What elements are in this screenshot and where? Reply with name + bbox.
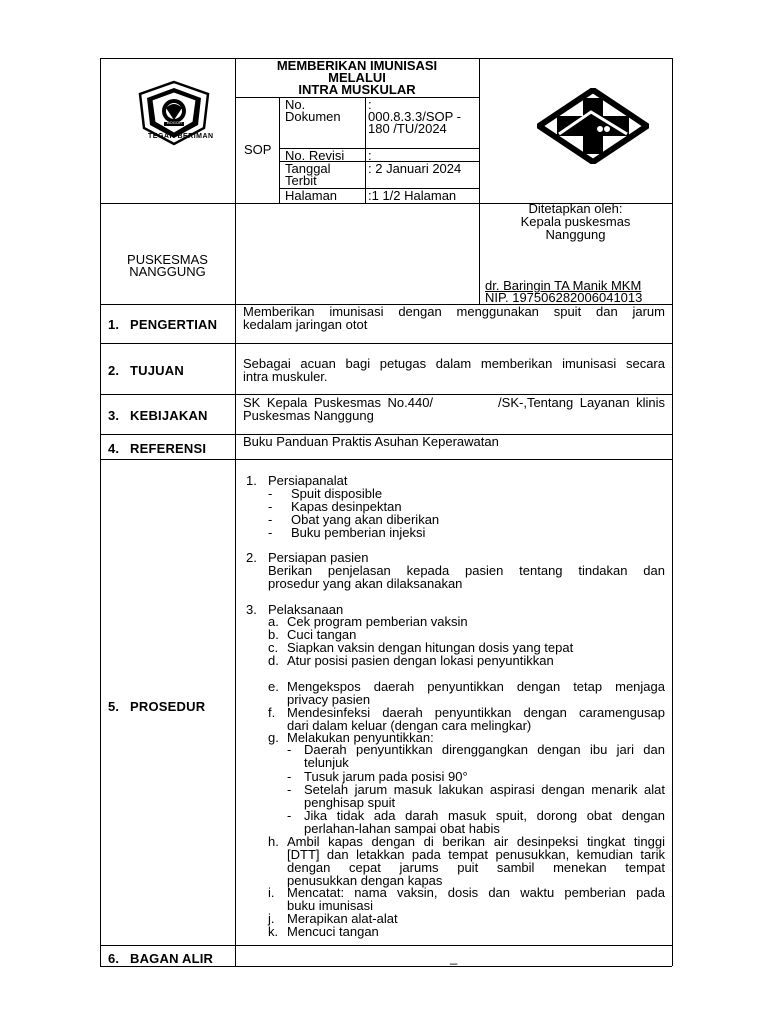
- step-g-sub-2: Tusuk jarum pada posisi 90°: [304, 769, 468, 784]
- step-marker: d.: [268, 653, 279, 668]
- p2-line-2: prosedur yang akan dilaksanakan: [268, 576, 463, 591]
- org-name-line-2: NANGGUNG: [129, 264, 206, 279]
- step-i-line-1: Mencatat: nama vaksin, dosis dan waktu pemberian pada: [287, 885, 665, 900]
- approval-nip: NIP. 197506282006041013: [485, 290, 643, 305]
- step-g-sub-3-line-1: Setelah jarum masuk lakukan aspirasi dengan menarik alat: [304, 782, 665, 797]
- approval-name: dr. Baringin TA Manik MKM: [485, 278, 642, 293]
- step-g-sub-4-line-1: Jika tidak ada darah masuk spuit, dorong obat dengan: [304, 808, 665, 823]
- section-label-prosedur: 5. PROSEDUR: [108, 699, 206, 714]
- no-dokumen-colon: :: [368, 97, 372, 112]
- step-marker: h.: [268, 834, 279, 849]
- p1-item: Kapas desinpektan: [291, 499, 402, 514]
- no-revisi-label: No. Revisi: [285, 148, 345, 163]
- bagan-alir-mark: _: [450, 950, 458, 965]
- step-j: Merapikan alat-alat: [287, 911, 398, 926]
- logo-small-text: BOGOR: [167, 120, 182, 125]
- section-label-referensi: 4. REFERENSI: [108, 441, 207, 456]
- sub-dash: -: [287, 769, 292, 784]
- halaman-label: Halaman: [285, 188, 338, 203]
- step-marker: i.: [268, 885, 275, 900]
- halaman-value: :1 1/2 Halaman: [368, 188, 457, 203]
- sub-dash: -: [287, 782, 292, 797]
- tanggal-label-2: Terbit: [285, 173, 317, 188]
- step-h-line-4: penusukkan dengan kapas: [287, 873, 443, 888]
- approval-line-1: Ditetapkan oleh:: [528, 201, 623, 216]
- sub-dash: -: [287, 742, 292, 757]
- step-c: Siapkan vaksin dengan hitungan dosis yang tepat: [287, 640, 574, 655]
- doc-title-line-2: MELALUI: [328, 70, 386, 85]
- sop-label: SOP: [244, 142, 272, 157]
- step-e-line-2: privacy pasien: [287, 692, 371, 707]
- p1-item: Spuit disposible: [291, 486, 383, 501]
- step-h-line-2: [DTT] dan letakkan pada tempat penusukkan, kemudian tarik: [287, 847, 665, 862]
- pengertian-line-2: kedalam jaringan otot: [243, 317, 368, 332]
- kebijakan-line-2: Puskesmas Nanggung: [243, 408, 374, 423]
- step-g-sub-4-line-2: perlahan-lahan sampai obat habis: [304, 821, 500, 836]
- step-h-line-3: dengan cepat jarums puit sambil menekan tempat: [287, 860, 665, 875]
- step-a: Cek program pemberian vaksin: [287, 614, 468, 629]
- p3-number: 3.: [246, 602, 257, 617]
- p2-number: 2.: [246, 550, 257, 565]
- p1-item: Buku pemberian injeksi: [291, 525, 426, 540]
- p1-number: 1.: [246, 473, 257, 488]
- p1-title: Persiapanalat: [268, 473, 348, 488]
- p2-line-1: Berikan penjelasan kepada pasien tentang tindakan dan: [268, 563, 665, 578]
- tujuan-line-1: Sebagai acuan bagi petugas dalam memberikan imunisasi secara: [243, 356, 665, 371]
- section-label-pengertian: 1. PENGERTIAN: [108, 317, 218, 332]
- tanggal-label-1: Tanggal: [285, 161, 331, 176]
- p3-title: Pelaksanaan: [268, 602, 344, 617]
- step-marker: c.: [268, 640, 279, 655]
- no-dokumen-value-2: 180 /TU/2024: [368, 121, 447, 136]
- section-label-bagan-alir: 6. BAGAN ALIR: [108, 951, 214, 966]
- step-marker: k.: [268, 924, 279, 939]
- section-label-tujuan: 2. TUJUAN: [108, 363, 184, 378]
- p1-dash: -: [268, 512, 273, 527]
- tujuan-line-2: intra muskuler.: [243, 369, 328, 384]
- approval-line-3: Nanggung: [545, 227, 606, 242]
- step-d: Atur posisi pasien dengan lokasi penyuntikkan: [287, 653, 554, 668]
- p1-dash: -: [268, 486, 273, 501]
- step-g-sub-1-line-2: telunjuk: [304, 755, 349, 770]
- puskesmas-cross-icon: [537, 88, 649, 164]
- doc-title-line-3: INTRA MUSKULAR: [298, 82, 416, 97]
- logo-motto: TEGAR BERIMAN: [148, 133, 214, 140]
- step-i-line-2: buku imunisasi: [287, 898, 373, 913]
- no-dokumen-label-2: Dokumen: [285, 109, 341, 124]
- pengertian-line-1: Memberikan imunisasi dengan menggunakan spuit dan jarum: [243, 304, 665, 319]
- p1-dash: -: [268, 499, 273, 514]
- approval-line-2: Kepala puskesmas: [520, 214, 631, 229]
- step-f-line-1: Mendesinfeksi daerah penyuntikkan dengan caramengusap: [287, 705, 665, 720]
- referensi-line-1: Buku Panduan Praktis Asuhan Keperawatan: [243, 434, 499, 449]
- no-dokumen-label-1: No.: [285, 97, 306, 112]
- kebijakan-line-1: SK Kepala Puskesmas No.440/ /SK-,Tentang Layanan klinis: [243, 395, 665, 410]
- p2-title: Persiapan pasien: [268, 550, 369, 565]
- section-label-kebijakan: 3. KEBIJAKAN: [108, 408, 208, 423]
- sub-dash: -: [287, 808, 292, 823]
- step-marker: b.: [268, 627, 279, 642]
- no-dokumen-value-1: 000.8.3.3/SOP -: [368, 109, 461, 124]
- doc-title-line-1: MEMBERIKAN IMUNISASI: [276, 58, 438, 73]
- p1-item: Obat yang akan diberikan: [291, 512, 440, 527]
- step-h-line-1: Ambil kapas dengan di berikan air desinpeksi tingkat tinggi: [287, 834, 665, 849]
- step-g-sub-1-line-1: Daerah penyuntikkan direnggangkan dengan ibu jari dan: [304, 742, 665, 757]
- step-k: Mencuci tangan: [287, 924, 379, 939]
- step-b: Cuci tangan: [287, 627, 357, 642]
- step-marker: a.: [268, 614, 279, 629]
- step-e-line-1: Mengekspos daerah penyuntikkan dengan tetap menjaga: [287, 679, 665, 694]
- step-marker: f.: [268, 705, 276, 720]
- step-marker: e.: [268, 679, 279, 694]
- org-name-line-1: PUSKESMAS: [127, 252, 208, 267]
- p1-dash: -: [268, 525, 273, 540]
- step-g: Melakukan penyuntikkan:: [287, 730, 434, 745]
- step-f-line-2: dari dalam keluar (dengan cara melingkar): [287, 718, 532, 733]
- tanggal-value: : 2 Januari 2024: [368, 161, 462, 176]
- step-g-sub-3-line-2: penghisap spuit: [304, 795, 396, 810]
- no-revisi-value: :: [368, 148, 372, 163]
- step-marker: j.: [268, 911, 275, 926]
- step-marker: g.: [268, 730, 279, 745]
